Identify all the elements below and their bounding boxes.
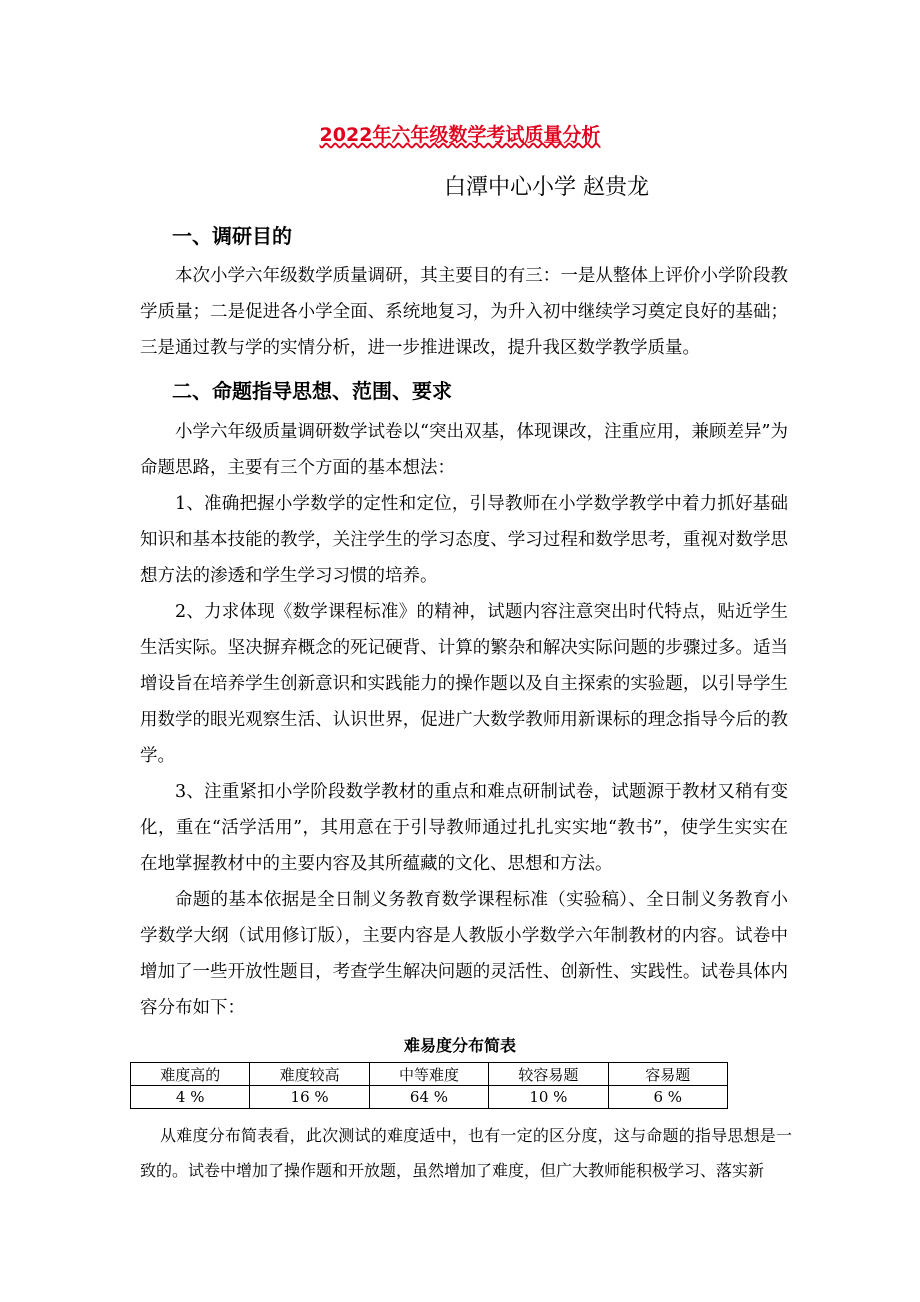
table-header-cell: 中等难度 [369, 1063, 488, 1086]
point-2-paragraph: 2、力求体现《数学课程标准》的精神，试题内容注意突出时代特点，贴近学生生活实际。坚决摒弃概念的死记硬背、计算的繁杂和解决实际问题的步骤过多。适当增设旨在培养学生创新意识和实践能力的操作题以及自主探索的实验题，以引导学生用数学的眼光观察生活、认识世界，促进广大数学教师用新课标的理念指导今后的教学。 [140, 602, 788, 766]
table-header-cell: 容易题 [608, 1063, 727, 1086]
table-cell: 64 % [369, 1086, 488, 1109]
table-header-row [131, 1063, 728, 1086]
table-header-cell: 较容易题 [489, 1063, 608, 1086]
table-header-cell: 难度较高 [250, 1063, 369, 1086]
basis-paragraph: 命题的基本依据是全日制义务教育数学课程标准（实验稿）、全日制义务教育小学数学大纲（试用修订版），主要内容是人教版小学数学六年制教材的内容。试卷中增加了一些开放性题目，考查学生解决问题的灵活性、创新性、实践性。试卷具体内容分布如下： [140, 890, 788, 1018]
point-1-paragraph: 1、准确把握小学数学的定性和定位，引导教师在小学数学教学中着力抓好基础知识和基本技能的教学，关注学生的学习态度、学习过程和数学思考，重视对数学思想方法的渗透和学生学习习惯的培养。 [140, 494, 788, 586]
section-1-paragraph: 本次小学六年级数学质量调研，其主要目的有三：一是从整体上评价小学阶段教学质量；二是促进各小学全面、系统地复习，为升入初中继续学习奠定良好的基础；三是通过教与学的实情分析，进一步推进课改，提升我区数学教学质量。 [140, 266, 788, 358]
analysis-paragraph: 从难度分布简表看，此次测试的难度适中，也有一定的区分度，这与命题的指导思想是一致的。试卷中增加了操作题和开放题，虽然增加了难度，但广大教师能积极学习、落实新 [140, 1126, 792, 1180]
document-title: 2022年六年级数学考试质量分析 [319, 124, 601, 146]
section-2-intro: 小学六年级质量调研数学试卷以“突出双基，体现课改，注重应用，兼顾差异”为命题思路，主要有三个方面的基本想法： [140, 422, 788, 478]
table-cell: 4 % [131, 1086, 250, 1109]
author-line: 白潭中心小学 赵贵龙 [444, 175, 649, 200]
table-cell: 10 % [489, 1086, 608, 1109]
table-cell: 6 % [608, 1086, 727, 1109]
table-row [131, 1086, 728, 1109]
section-1-heading: 一、调研目的 [172, 224, 292, 248]
table-caption: 难易度分布简表 [403, 1036, 516, 1055]
table-header-cell: 难度高的 [131, 1063, 250, 1086]
point-3-paragraph: 3、注重紧扣小学阶段数学教材的重点和难点研制试卷，试题源于教材又稍有变化，重在“活学活用”，其用意在于引导教师通过扎扎实实地“教书”，使学生实实在在地掌握教材中的主要内容及其所蕴藏的文化、思想和方法。 [140, 782, 788, 874]
table-cell: 16 % [250, 1086, 369, 1109]
difficulty-table [130, 1062, 728, 1109]
section-2-heading: 二、命题指导思想、范围、要求 [172, 379, 452, 403]
